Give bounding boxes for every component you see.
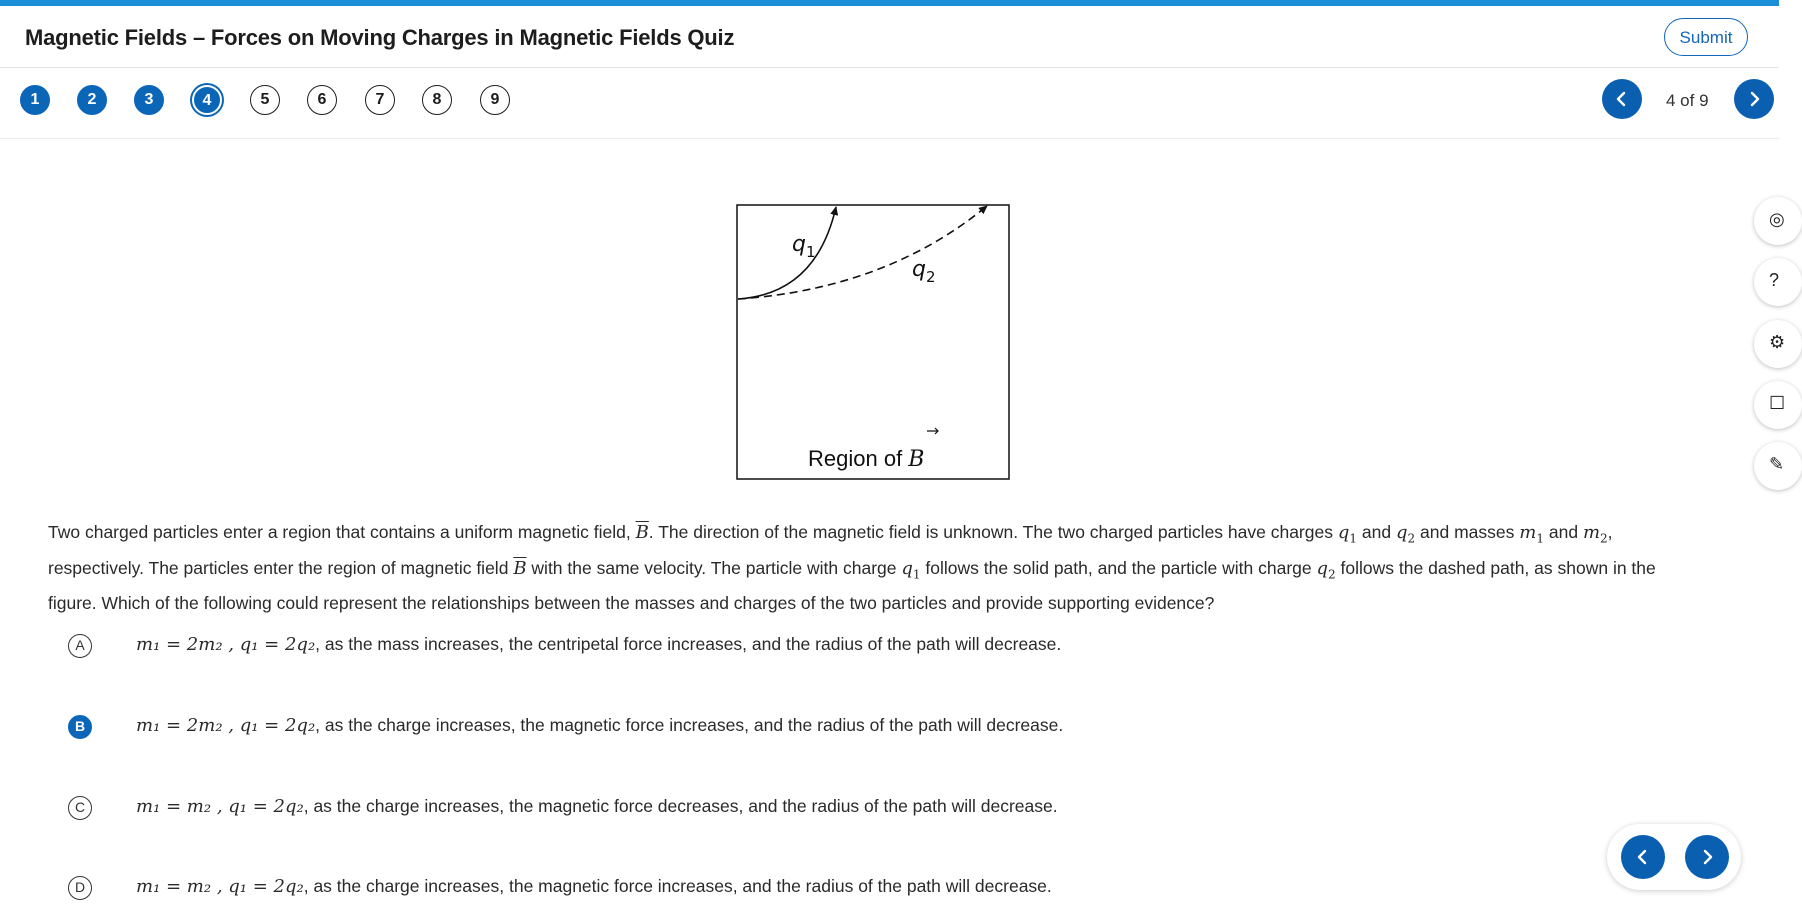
choice-c-explanation: , as the charge increases, the magnetic force decreases, and the radius of the path will decrease. [303,796,1058,816]
stem-part-6: , respectively. The particles enter the region of magnetic field [48,522,1613,578]
charge-q2 [1395,522,1416,546]
chevron-right-icon [1746,91,1762,107]
label-q1-subscript: 1 [805,243,816,261]
answer-choice-d[interactable] [68,873,1468,903]
charge-q2-sub: 2 [1407,531,1416,546]
choice-d-explanation: , as the charge increases, the magnetic force increases, and the radius of the path will decrease. [303,876,1052,896]
chevron-left-icon [1614,91,1630,107]
choice-d-math: m₁ = m₂ , q₁ = 2q₂ [136,876,304,897]
stem-part-9: follows the dashed path, as shown in the figure. Which of the following could represent the relationships between the masses and charges of the two particles and provide supporting evidence? [48,557,1656,614]
choice-a-math: m₁ = 2m₂ , q₁ = 2q₂ [136,634,316,655]
floating-previous-button[interactable] [1621,835,1665,879]
mass-m1-letter: m [1519,522,1537,543]
choice-b-explanation: , as the charge increases, the magnetic force increases, and the radius of the path will decrease. [315,715,1064,735]
question-3-button[interactable]: 3 [134,85,164,115]
pencil-icon: ✎ [1769,454,1785,474]
mass-m2 [1582,522,1608,546]
quiz-header [0,6,1779,68]
question-2-button[interactable]: 2 [77,85,107,115]
bookmark-tool-button[interactable] [1754,381,1802,429]
quiz-title: Magnetic Fields – Forces on Moving Charges in Magnetic Fields Quiz [25,25,735,50]
next-question-button[interactable] [1734,79,1774,119]
region-field-symbol: B [908,447,925,472]
choice-a-text [136,634,1061,655]
charge-q1-again-letter: q [901,557,913,579]
floating-next-button[interactable] [1685,835,1729,879]
question-position: 4 of 9 [1666,91,1709,110]
charge-q1-sub: 1 [1349,531,1358,546]
label-q1: q [792,232,806,257]
stem-part-7: with the same velocity. The particle with charge [531,557,897,578]
choice-c-text [136,796,1058,817]
charge-q2-again [1316,557,1336,582]
settings-tool-button[interactable] [1754,320,1802,368]
question-5-button[interactable]: 5 [250,85,280,115]
choice-b-math: m₁ = 2m₂ , q₁ = 2q₂ [136,715,316,736]
charge-q2-again-sub: 2 [1328,567,1336,582]
gear-icon: ⚙ [1769,332,1786,352]
stem-part-3: and [1361,522,1392,542]
choice-d-indicator[interactable]: D [68,876,92,900]
question-9-button[interactable]: 9 [480,85,510,115]
answer-choice-b[interactable] [68,712,1468,742]
choice-c-math: m₁ = m₂ , q₁ = 2q₂ [136,796,304,817]
bookmark-icon: ☐ [1769,393,1786,413]
stem-part-2: . The direction of the magnetic field is unknown. The two charged particles have charges [648,522,1333,542]
mass-m1-sub: 1 [1536,531,1544,546]
field-symbol-b: $\overline{B}$ [635,522,649,543]
floating-navigation [1607,824,1741,890]
choice-a-indicator[interactable]: A [68,634,92,658]
choice-d-text [136,876,1052,897]
choice-c-indicator[interactable]: C [68,796,92,820]
stem-part-1: Two charged particles enter a region that contains a uniform magnetic field, [48,522,631,542]
stem-part-4: and masses [1420,522,1515,542]
charge-q1-again [901,557,921,582]
answer-choice-a[interactable] [68,631,1468,661]
previous-question-button[interactable] [1602,79,1642,119]
magnetic-field-figure [736,204,1010,480]
question-6-button[interactable]: 6 [307,85,337,115]
charge-q1 [1337,522,1358,546]
charge-q2-again-letter: q [1316,557,1329,579]
mass-m1 [1519,522,1544,546]
charge-q1-letter: q [1337,522,1350,543]
field-symbol-b-2: $\overline{B}$ [513,557,527,579]
stem-part-5: and [1548,522,1579,542]
pencil-tool-button[interactable] [1754,442,1802,490]
question-1-button[interactable]: 1 [20,85,50,115]
label-q2: q [912,257,926,282]
choice-b-indicator[interactable]: B [68,715,92,739]
mass-m2-sub: 2 [1600,531,1608,546]
region-label: Region of [808,446,903,471]
charge-q1-again-sub: 1 [912,567,921,582]
choice-a-explanation: , as the mass increases, the centripetal force increases, and the radius of the path will decrease. [315,634,1062,654]
chevron-left-icon [1635,849,1651,865]
submit-button[interactable]: Submit [1664,18,1748,56]
label-q2-subscript: 2 [925,268,936,286]
charge-q2-letter: q [1395,522,1408,543]
target-tool-button[interactable] [1754,197,1802,245]
question-navigation [0,69,1779,139]
answer-choice-c[interactable] [68,793,1468,823]
question-stem [48,518,1688,618]
chevron-right-icon [1699,849,1715,865]
target-icon: ◎ [1769,209,1785,229]
question-8-button[interactable]: 8 [422,85,452,115]
choice-b-text [136,715,1063,736]
field-region-box [737,205,1009,479]
help-tool-button[interactable] [1754,258,1802,306]
mass-m2-letter: m [1582,522,1601,543]
question-4-button[interactable]: 4 [192,85,222,115]
help-icon: ? [1769,270,1780,290]
stem-part-8: follows the solid path, and the particle with charge [925,557,1312,578]
question-7-button[interactable]: 7 [365,85,395,115]
